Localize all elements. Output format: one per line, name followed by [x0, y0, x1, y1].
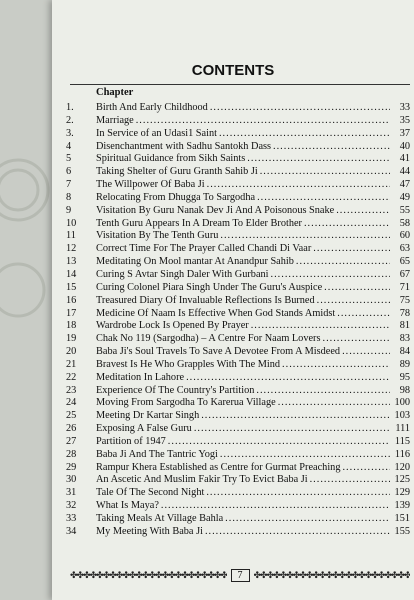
toc-entry: [66, 256, 410, 269]
toc-entry: [66, 102, 410, 115]
leader-dots: [219, 128, 390, 141]
leader-dots: [225, 513, 390, 526]
chapter-title: Moving From Sargodha To Karerua Village: [96, 397, 276, 409]
chapter-title: Tale Of The Second Night: [96, 487, 205, 499]
toc-entry: [66, 295, 410, 308]
leader-dots: [273, 141, 390, 154]
chapter-page: 116: [394, 448, 410, 460]
chapter-title: Chak No 119 (Sargodha) – A Centre For Naam Lovers: [96, 333, 321, 345]
toc-entry: [66, 397, 410, 410]
chapter-number: 18: [66, 320, 77, 332]
leader-dots: [337, 308, 390, 321]
chapter-number: 13: [66, 256, 77, 268]
toc-entry: [66, 385, 410, 398]
leader-dots: [342, 346, 390, 359]
chapter-title: My Meeting With Baba Ji: [96, 525, 203, 537]
chapter-page: 89: [399, 358, 410, 370]
chapter-number: 4: [66, 140, 72, 152]
chapter-page: 129: [394, 487, 410, 499]
toc-entry: [66, 320, 410, 333]
page-number: 7: [231, 569, 250, 582]
toc-entry: [66, 346, 410, 359]
leader-dots: [256, 385, 390, 398]
toc-entry: [66, 141, 410, 154]
top-rule: [70, 84, 410, 85]
chapter-title: Taking Shelter of Guru Granth Sahib Ji: [96, 166, 258, 178]
chapter-number: 14: [66, 268, 77, 280]
toc-entry: [66, 359, 410, 372]
toc-entry: [66, 436, 410, 449]
chapter-title: Taking Meals At Village Bahla: [96, 513, 224, 524]
chapter-title: Spiritual Guidance from Sikh Saints: [96, 153, 246, 165]
toc-entry: [66, 423, 410, 436]
leader-dots: [207, 179, 390, 192]
chapter-page: 120: [394, 461, 410, 473]
chapter-number: 26: [66, 423, 77, 435]
chapter-title: Meeting Dr Kartar Singh: [96, 410, 200, 422]
chapter-number: 1.: [66, 102, 74, 113]
chapter-title: Meditation In Lahore: [96, 371, 185, 383]
chapter-number: 17: [66, 307, 77, 319]
chapter-title: Relocating From Dhugga To Sargodha: [96, 191, 256, 203]
leader-dots: [186, 372, 390, 385]
toc-entry: [66, 128, 410, 141]
toc-entry: [66, 449, 410, 462]
chapter-title: Correct Time For The Prayer Called Chandi Di Vaar: [96, 243, 312, 255]
chapter-page: 75: [399, 294, 410, 306]
leader-dots: [260, 166, 390, 179]
chapter-page: 41: [399, 153, 410, 165]
chapter-title: Partition of 1947: [96, 435, 166, 447]
toc-entry: [66, 526, 410, 539]
bleed-through-text: [264, 0, 414, 60]
leader-dots: [247, 153, 390, 166]
chapter-title: Disenchantment with Sadhu Santokh Dass: [96, 140, 272, 152]
chapter-number: 20: [66, 346, 77, 358]
leader-dots: [220, 230, 390, 243]
chapter-number: 21: [66, 358, 77, 370]
chapter-number: 9: [66, 204, 72, 216]
chapter-title: Bravest Is He Who Grapples With The Mind: [96, 358, 281, 370]
toc-entry: [66, 192, 410, 205]
chapter-number: 29: [66, 461, 77, 473]
leader-dots: [317, 295, 390, 308]
toc-list: [66, 102, 410, 539]
toc-entry: [66, 500, 410, 513]
leader-dots: [205, 526, 390, 539]
footer-ornament: [254, 570, 411, 580]
chapter-number: 27: [66, 435, 77, 447]
leader-dots: [324, 282, 390, 295]
chapter-page: 155: [394, 525, 410, 537]
chapter-title: Exposing A False Guru: [96, 423, 192, 435]
chapter-page: 81: [399, 320, 410, 332]
toc-entry: [66, 230, 410, 243]
chapter-title: Birth And Early Childhood: [96, 102, 208, 113]
leader-dots: [210, 102, 390, 115]
toc-entry: [66, 153, 410, 166]
chapter-title: Curing S Avtar Singh Daler With Gurbani: [96, 268, 269, 280]
chapter-title: Baba Ji And The Tantric Yogi: [96, 448, 218, 460]
chapter-title: Visitation By Guru Nanak Dev Ji And A Poisonous Snake: [96, 204, 335, 216]
leader-dots: [257, 192, 390, 205]
chapter-number: 34: [66, 525, 77, 537]
chapter-page: 37: [399, 127, 410, 139]
chapter-title: Baba Ji's Soul Travels To Save A Devotee From A Misdeed: [96, 346, 341, 358]
toc-entry: [66, 308, 410, 321]
leader-dots: [342, 462, 390, 475]
footer-ornament: [70, 570, 227, 580]
chapter-number: 16: [66, 294, 77, 306]
chapter-number: 11: [66, 230, 76, 242]
chapter-number: 25: [66, 410, 77, 422]
chapter-number: 23: [66, 384, 77, 396]
chapter-title: An Ascetic And Muslim Fakir Try To Evict Baba Ji: [96, 474, 308, 486]
chapter-page: 111: [395, 423, 410, 435]
chapter-page: 47: [399, 179, 410, 191]
chapter-page: 100: [394, 397, 410, 409]
chapter-title: Marriage: [96, 114, 134, 126]
chapter-title: Tenth Guru Appears In A Dream To Elder Brother: [96, 217, 302, 229]
leader-dots: [201, 410, 390, 423]
chapter-title: Meditating On Mool mantar At Anandpur Sahib: [96, 256, 294, 268]
chapter-page: 84: [399, 346, 410, 358]
chapter-number: 30: [66, 474, 77, 486]
toc-entry: [66, 179, 410, 192]
chapter-title: In Service of an Udasi1 Saint: [96, 127, 217, 139]
leader-dots: [161, 500, 390, 513]
toc-entry: [66, 513, 410, 526]
page-footer: [70, 566, 410, 584]
toc-entry: [66, 462, 410, 475]
chapter-number: 19: [66, 333, 77, 345]
toc-entry: [66, 372, 410, 385]
chapter-number: 5: [66, 153, 72, 165]
chapter-page: 71: [399, 281, 410, 293]
toc-entry: [66, 410, 410, 423]
chapter-title: The Willpower Of Baba Ji: [96, 179, 205, 191]
chapter-number: 32: [66, 500, 77, 512]
chapter-page: 40: [399, 140, 410, 152]
leader-dots: [220, 449, 390, 462]
leader-dots: [313, 243, 390, 256]
leader-dots: [310, 474, 390, 487]
chapter-title: Experience Of The Country's Partition: [96, 384, 255, 396]
chapter-number: 24: [66, 397, 77, 409]
chapter-page: 95: [399, 371, 410, 383]
chapter-page: 151: [394, 513, 410, 524]
chapter-title: Visitation By The Tenth Guru: [96, 230, 219, 242]
page-title: CONTENTS: [191, 62, 275, 79]
toc-entry: [66, 487, 410, 500]
leader-dots: [278, 397, 390, 410]
chapter-page: 98: [399, 384, 410, 396]
chapter-number: 10: [66, 217, 77, 229]
chapter-number: 28: [66, 448, 77, 460]
chapter-number: 12: [66, 243, 77, 255]
leader-dots: [206, 487, 390, 500]
toc-entry: [66, 218, 410, 231]
leader-dots: [136, 115, 390, 128]
chapter-number: 2.: [66, 114, 74, 126]
leader-dots: [323, 333, 391, 346]
chapter-page: 55: [399, 204, 410, 216]
leader-dots: [194, 423, 390, 436]
toc-entry: [66, 474, 410, 487]
leader-dots: [168, 436, 390, 449]
chapter-number: 3.: [66, 127, 74, 139]
chapter-page: 63: [399, 243, 410, 255]
toc-entry: [66, 166, 410, 179]
chapter-page: 115: [394, 435, 410, 447]
chapter-page: 60: [399, 230, 410, 242]
binding-emboss: [0, 120, 52, 340]
chapter-page: 58: [399, 217, 410, 229]
chapter-page: 33: [399, 102, 410, 113]
chapter-number: 22: [66, 371, 77, 383]
chapter-page: 65: [399, 256, 410, 268]
chapter-page: 35: [399, 114, 410, 126]
leader-dots: [304, 218, 390, 231]
chapter-page: 78: [399, 307, 410, 319]
leader-dots: [251, 320, 390, 333]
toc-entry: [66, 282, 410, 295]
toc-entry: [66, 269, 410, 282]
chapter-page: 67: [399, 268, 410, 280]
chapter-number: 7: [66, 179, 72, 191]
chapter-title: Wardrobe Lock Is Opened By Prayer: [96, 320, 249, 332]
toc-entry: [66, 333, 410, 346]
chapter-number: 8: [66, 191, 72, 203]
leader-dots: [336, 205, 390, 218]
toc-entry: [66, 205, 410, 218]
chapter-page: 44: [399, 166, 410, 178]
chapter-title: Curing Colonel Piara Singh Under The Guru's Auspice: [96, 281, 323, 293]
chapter-page: 125: [394, 474, 410, 486]
chapter-number: 33: [66, 513, 77, 524]
chapter-number: 6: [66, 166, 72, 178]
chapter-page: 83: [399, 333, 410, 345]
leader-dots: [282, 359, 390, 372]
chapter-column-heading: Chapter: [96, 87, 134, 98]
chapter-page: 103: [394, 410, 410, 422]
chapter-title: Medicine Of Naam Is Effective When God Stands Amidst: [96, 307, 336, 319]
chapter-page: 49: [399, 191, 410, 203]
leader-dots: [271, 269, 390, 282]
toc-entry: [66, 243, 410, 256]
chapter-title: Rampur Khera Established as Centre for Gurmat Preaching: [96, 461, 341, 473]
chapter-title: What Is Maya?: [96, 500, 159, 512]
toc-entry: [66, 115, 410, 128]
leader-dots: [296, 256, 390, 269]
contents-page: [52, 0, 414, 600]
chapter-title: Treasured Diary Of Invaluable Reflections Is Burned: [96, 294, 315, 306]
chapter-number: 15: [66, 281, 77, 293]
chapter-number: 31: [66, 487, 77, 499]
chapter-page: 139: [394, 500, 410, 512]
